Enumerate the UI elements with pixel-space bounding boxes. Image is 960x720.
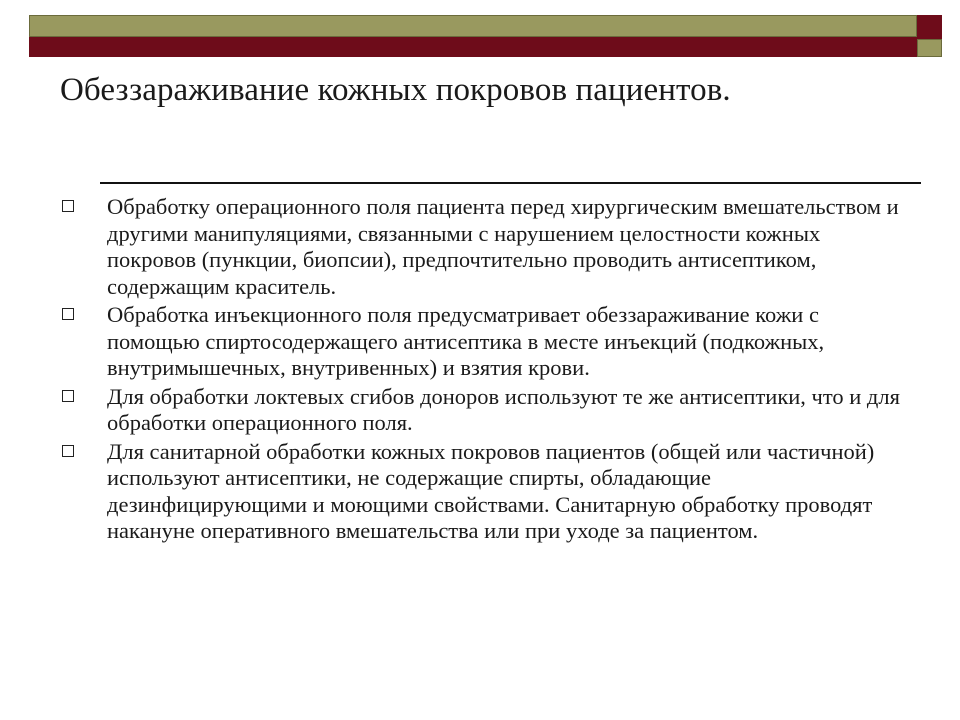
- slide-title: Обеззараживание кожных покровов пациентов.: [60, 72, 731, 108]
- bullet-item: [56, 439, 906, 545]
- bullet-text: Обработку операционного поля пациента перед хирургическим вмешательством и другими манипуляциями, связанными с нарушением целостности кожных покровов (пункции, биопсии), предпочтительно проводить антисептиком, содержащим краситель.: [107, 194, 899, 299]
- corner-square-maroon: [917, 15, 942, 39]
- bullet-list: [56, 194, 906, 547]
- title-divider: [100, 182, 921, 184]
- hollow-square-bullet-icon: [62, 308, 74, 320]
- header-band: [29, 15, 917, 57]
- corner-square-olive: [917, 39, 942, 57]
- bullet-item: [56, 384, 906, 437]
- header-band-olive-stripe: [29, 15, 917, 37]
- hollow-square-bullet-icon: [62, 445, 74, 457]
- bullet-text: Для санитарной обработки кожных покровов пациентов (общей или частичной) используют антисептики, не содержащие спирты, обладающие дезинфицирующими и моющими свойствами. Санитарную обработку проводят накануне оперативного вмешательства или при уходе за пациентом.: [107, 438, 875, 543]
- hollow-square-bullet-icon: [62, 390, 74, 402]
- bullet-item: [56, 194, 906, 300]
- bullet-text: Для обработки локтевых сгибов доноров используют те же антисептики, что и для обработки операционного поля.: [107, 383, 900, 435]
- bullet-item: [56, 302, 906, 382]
- bullet-text: Обработка инъекционного поля предусматривает обеззараживание кожи с помощью спиртосодержащего антисептика в месте инъекций (подкожных, внутримышечных, внутривенных) и взятия крови.: [107, 302, 825, 380]
- hollow-square-bullet-icon: [62, 200, 74, 212]
- header-band-maroon-stripe: [29, 37, 917, 57]
